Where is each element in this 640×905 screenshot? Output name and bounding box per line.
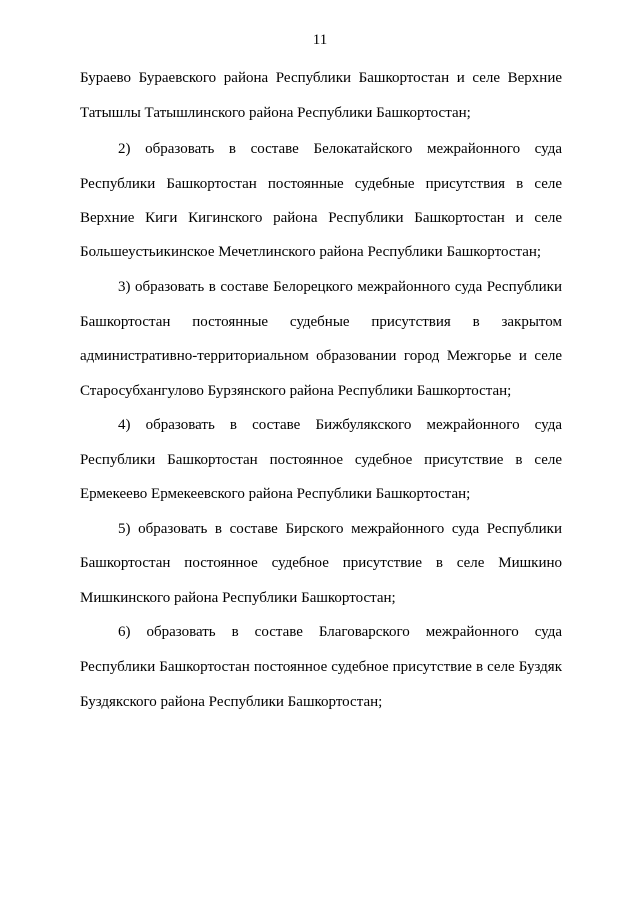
text-line: Республики Башкортостан постоянные судебные присутствия в селе <box>80 176 562 192</box>
text-line: Буздякского района Республики Башкортостан; <box>80 694 383 710</box>
text-line: 4) образовать в составе Бижбулякского межрайонного суда <box>118 417 562 433</box>
text-line: Республики Башкортостан постоянное судебное присутствие в селе Буздяк <box>80 659 562 675</box>
text-line: Ермекеево Ермекеевского района Республики Башкортостан; <box>80 486 471 502</box>
page-number: 11 <box>312 32 328 48</box>
text-line: Башкортостан постоянное судебное присутствие в селе Мишкино <box>80 555 562 571</box>
text-line: Бураево Бураевского района Республики Башкортостан и селе Верхние <box>80 70 562 86</box>
text-line: Башкортостан постоянные судебные присутствия в закрытом <box>80 314 562 330</box>
text-line: 2) образовать в составе Белокатайского межрайонного суда <box>118 141 562 157</box>
text-line: Большеустьикинское Мечетлинского района Республики Башкортостан; <box>80 244 542 260</box>
text-line: Старосубхангулово Бурзянского района Республики Башкортостан; <box>80 383 512 399</box>
text-line: Верхние Киги Кигинского района Республики Башкортостан и селе <box>80 210 562 226</box>
text-line: 5) образовать в составе Бирского межрайонного суда Республики <box>118 521 562 537</box>
text-line: 6) образовать в составе Благоварского межрайонного суда <box>118 624 562 640</box>
text-line: 3) образовать в составе Белорецкого межрайонного суда Республики <box>118 279 562 295</box>
text-line: Мишкинского района Республики Башкортостан; <box>80 590 396 606</box>
text-line: Республики Башкортостан постоянное судебное присутствие в селе <box>80 452 562 468</box>
text-line: Татышлы Татышлинского района Республики Башкортостан; <box>80 105 471 121</box>
text-line: административно-территориальном образовании город Межгорье и селе <box>80 348 562 364</box>
